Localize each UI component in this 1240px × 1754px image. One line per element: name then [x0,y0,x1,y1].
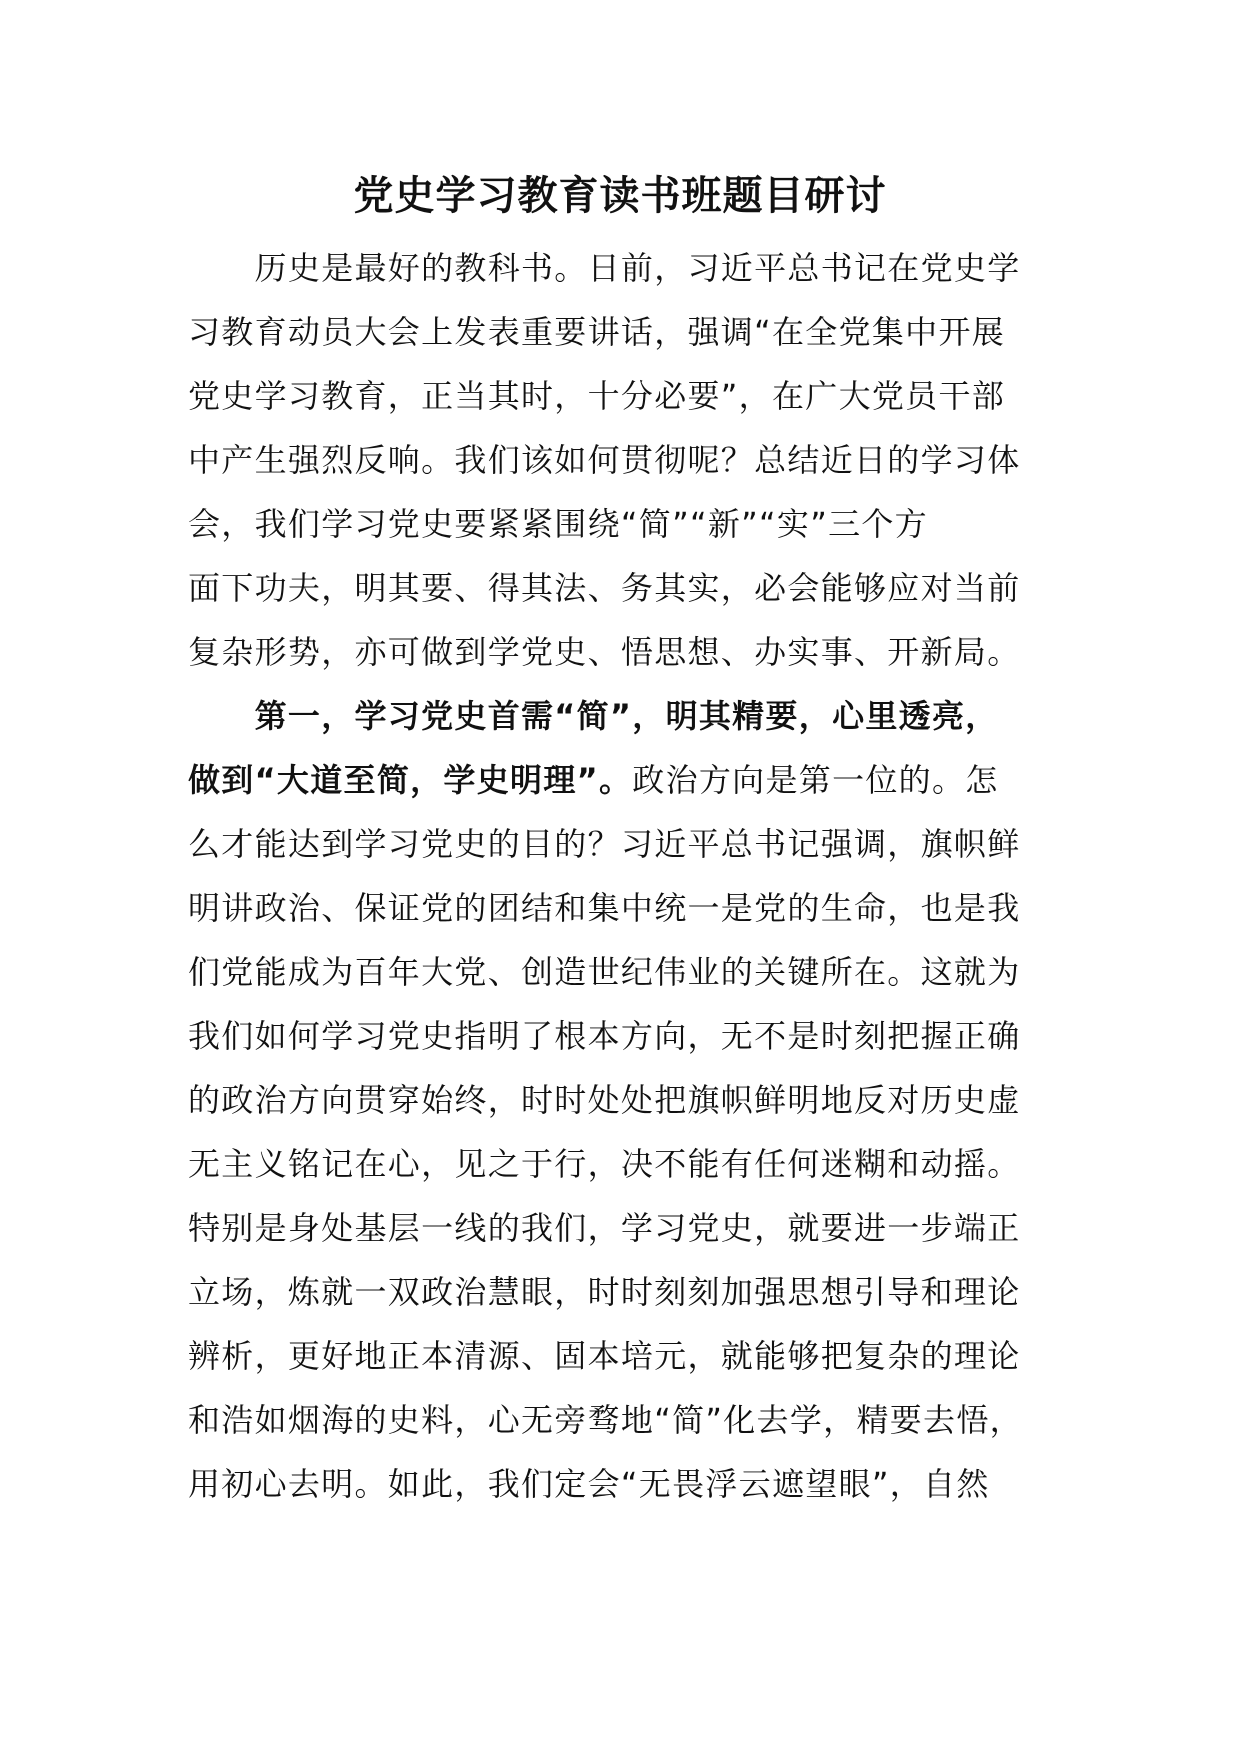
body-line: 复杂形势，亦可做到学党史、悟思想、办实事、开新局。 [188,633,1021,671]
document-body [188,236,1068,1516]
body-line-tail: 政治方向是第一位的。怎 [632,761,999,799]
body-line: 中产生强烈反响。我们该如何贯彻呢？总结近日的学习体 [188,441,1021,479]
body-line: 辨析，更好地正本清源、固本培元，就能够把复杂的理论 [188,1337,1021,1375]
body-line: 会，我们学习党史要紧紧围绕“简”“新”“实”三个方 [188,505,928,543]
body-line: 历史是最好的教科书。日前，习近平总书记在党史学 [188,249,1021,287]
body-line: 和浩如烟海的史料，心无旁骛地“简”化去学，精要去悟， [188,1401,1023,1439]
body-line: 党史学习教育，正当其时，十分必要”，在广大党员干部 [188,377,1006,415]
body-line: 们党能成为百年大党、创造世纪伟业的关键所在。这就为 [188,953,1021,991]
body-line: 立场，炼就一双政治慧眼，时时刻刻加强思想引导和理论 [188,1273,1021,1311]
section-heading-tail: 做到“大道至简，学史明理”。 [188,761,633,799]
body-line: 用初心去明。如此，我们定会“无畏浮云遮望眼”，自然 [188,1465,990,1503]
body-line: 无主义铭记在心，见之于行，决不能有任何迷糊和动摇。 [188,1145,1021,1183]
body-line: 习教育动员大会上发表重要讲话，强调“在全党集中开展 [188,313,1006,351]
document-title: 党史学习教育读书班题目研讨 [353,173,887,219]
body-line: 么才能达到学习党史的目的？习近平总书记强调，旗帜鲜 [188,825,1021,863]
body-line: 明讲政治、保证党的团结和集中统一是党的生命，也是我 [188,889,1021,927]
section-heading-line: 第一，学习党史首需“简”，明其精要，心里透亮， [188,697,999,735]
body-line-mixed [188,748,1068,812]
body-line: 面下功夫，明其要、得其法、务其实，必会能够应对当前 [188,569,1021,607]
body-line: 我们如何学习党史指明了根本方向，无不是时刻把握正确 [188,1017,1021,1055]
body-line: 特别是身处基层一线的我们，学习党史，就要进一步端正 [188,1209,1021,1247]
body-line: 的政治方向贯穿始终，时时处处把旗帜鲜明地反对历史虚 [188,1081,1021,1119]
